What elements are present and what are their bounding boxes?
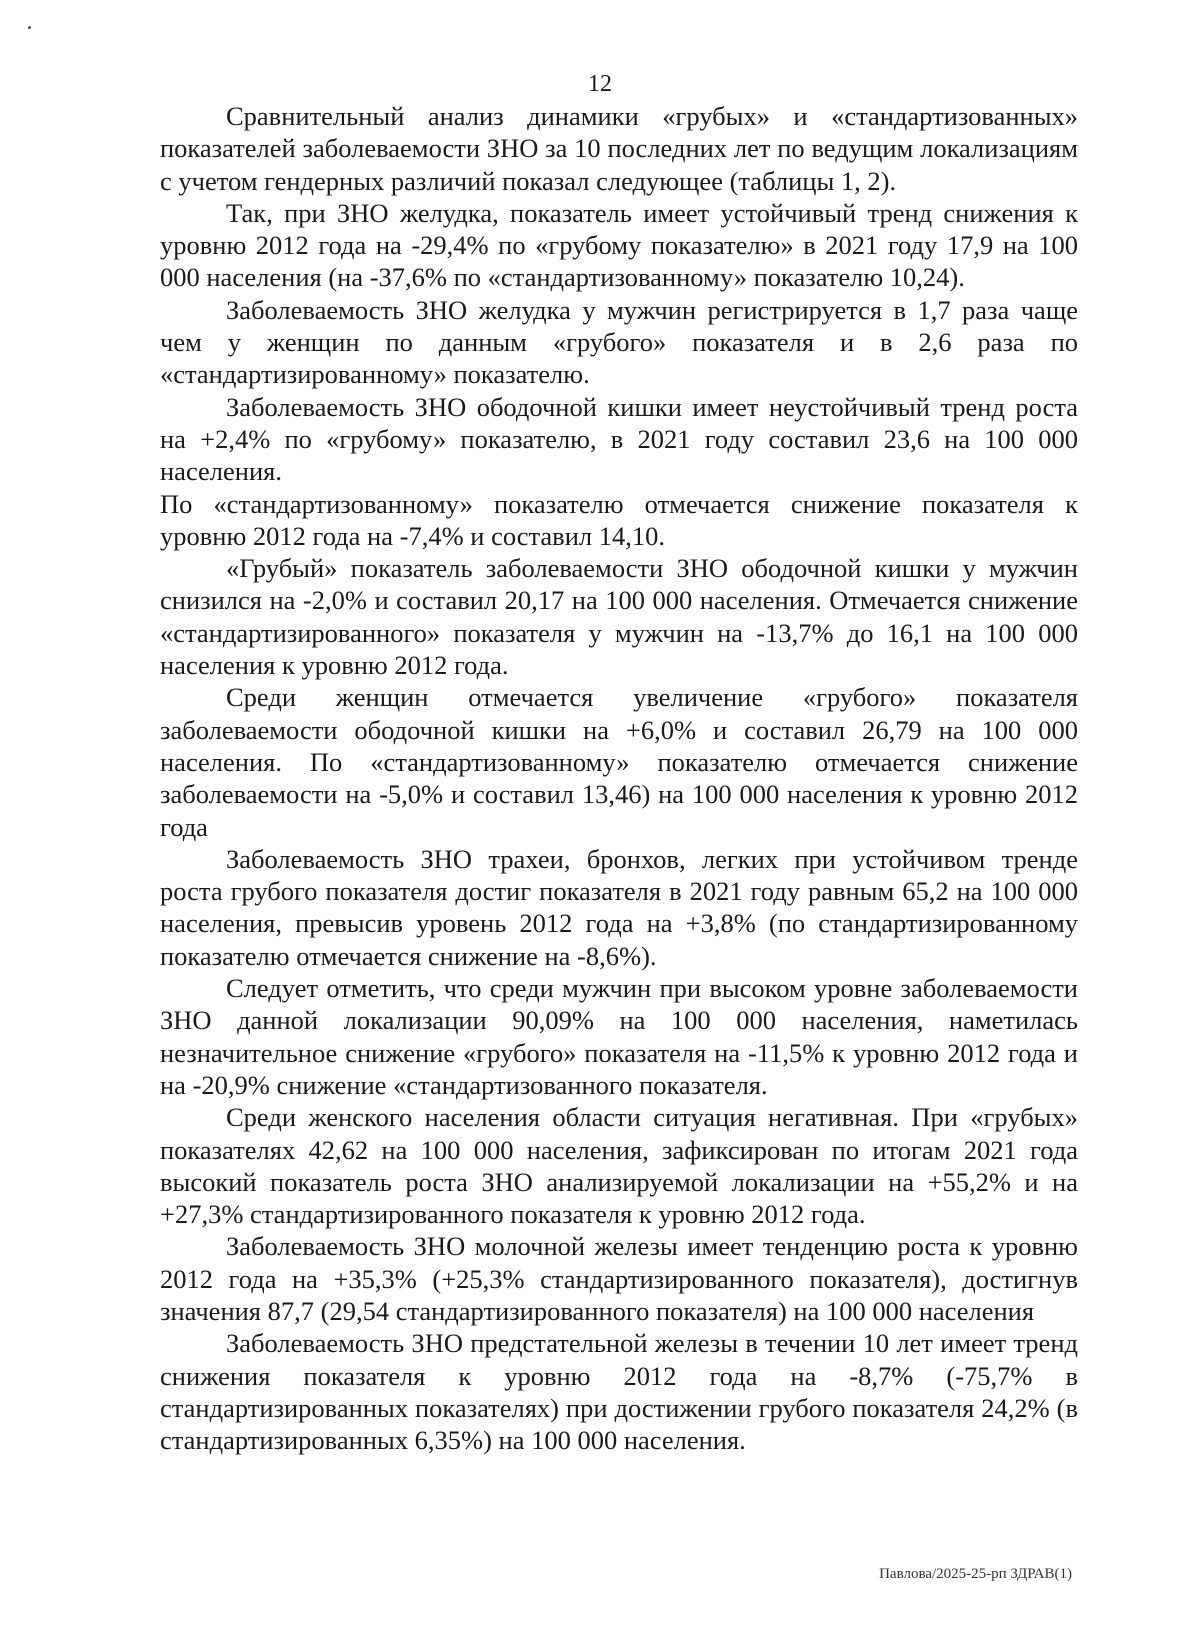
paragraph-breast: Заболеваемость ЗНО молочной железы имеет тенденцию роста к уровню 2012 года на +35,3% (+25,3% стандартизированного показателя), достигнув значения 87,7 (29,54 стандартизированного показателя) на 100 000 населения	[160, 1231, 1078, 1326]
paragraph-colon-trend: Заболеваемость ЗНО ободочной кишки имеет неустойчивый тренд роста на +2,4% по «грубому» показателю, в 2021 году составил 23,6 на 100 000 населения.	[160, 391, 1078, 487]
paragraph-lung-trend: Заболеваемость ЗНО трахеи, бронхов, легких при устойчивом тренде роста грубого показателя достиг показателя в 2021 году равным 65,2 на 100 000 населения, превысив уровень 2012 года на +3,8% (по стандартизированному показателю отмечается снижение на -8,6%).	[160, 843, 1078, 971]
footer-document-code: Павлова/2025-25-рп ЗДРАВ(1)	[879, 1566, 1072, 1582]
document-body	[160, 100, 1078, 1456]
paragraph-prostate: Заболеваемость ЗНО предстательной железы в течении 10 лет имеет тренд снижения показателя к уровню 2012 года на -8,7% (-75,7% в стандартизированных показателях) при достижении грубого показателя 24,2% (в стандартизированных 6,35%) на 100 000 населения.	[160, 1328, 1078, 1456]
paragraph-lung-men: Следует отметить, что среди мужчин при высоком уровне заболеваемости ЗНО данной локализации 90,09% на 100 000 населения, наметилась незначительное снижение «грубого» показателя на -11,5% к уровню 2012 года и на -20,9% снижение «стандартизованного показателя.	[160, 973, 1078, 1100]
paragraph-colon-women: Среди женщин отмечается увеличение «грубого» показателя заболеваемости ободочной кишки на +6,0% и составил 26,79 на 100 000 населения. По «стандартизованному» показателю отмечается снижение заболеваемости на -5,0% и составил 13,46) на 100 000 населения к уровню 2012 года	[160, 682, 1078, 842]
paragraph-stomach-gender: Заболеваемость ЗНО желудка у мужчин регистрируется в 1,7 раза чаще чем у женщин по данным «грубого» показателя и в 2,6 раза по «стандартизированному» показателю.	[160, 294, 1078, 390]
page-number: 12	[588, 71, 612, 97]
paragraph-intro: Сравнительный анализ динамики «грубых» и «стандартизованных» показателей заболеваемости ЗНО за 10 последних лет по ведущим локализациям с учетом гендерных различий показал следующее (таблицы 1, 2).	[160, 101, 1078, 196]
paragraph-stomach-trend: Так, при ЗНО желудка, показатель имеет устойчивый тренд снижения к уровню 2012 года на -29,4% по «грубому показателю» в 2021 году 17,9 на 100 000 населения (на -37,6% по «стандартизованному» показателю 10,24).	[160, 197, 1078, 293]
paragraph-lung-women: Среди женского населения области ситуация негативная. При «грубых» показателях 42,62 на 100 000 населения, зафиксирован по итогам 2021 года высокий показатель роста ЗНО анализируемой локализации на +55,2% и на +27,3% стандартизированного показателя к уровню 2012 года.	[160, 1102, 1078, 1230]
paragraph-colon-men: «Грубый» показатель заболеваемости ЗНО ободочной кишки у мужчин снизился на -2,0% и составил 20,17 на 100 000 населения. Отмечается снижение «стандартизированного» показателя у мужчин на -13,7% до 16,1 на 100 000 населения к уровню 2012 года.	[160, 553, 1078, 681]
scan-speck	[28, 26, 31, 29]
paragraph-colon-standardized: По «стандартизованному» показателю отмечается снижение показателя к уровню 2012 года на -7,4% и составил 14,10.	[160, 488, 1078, 551]
